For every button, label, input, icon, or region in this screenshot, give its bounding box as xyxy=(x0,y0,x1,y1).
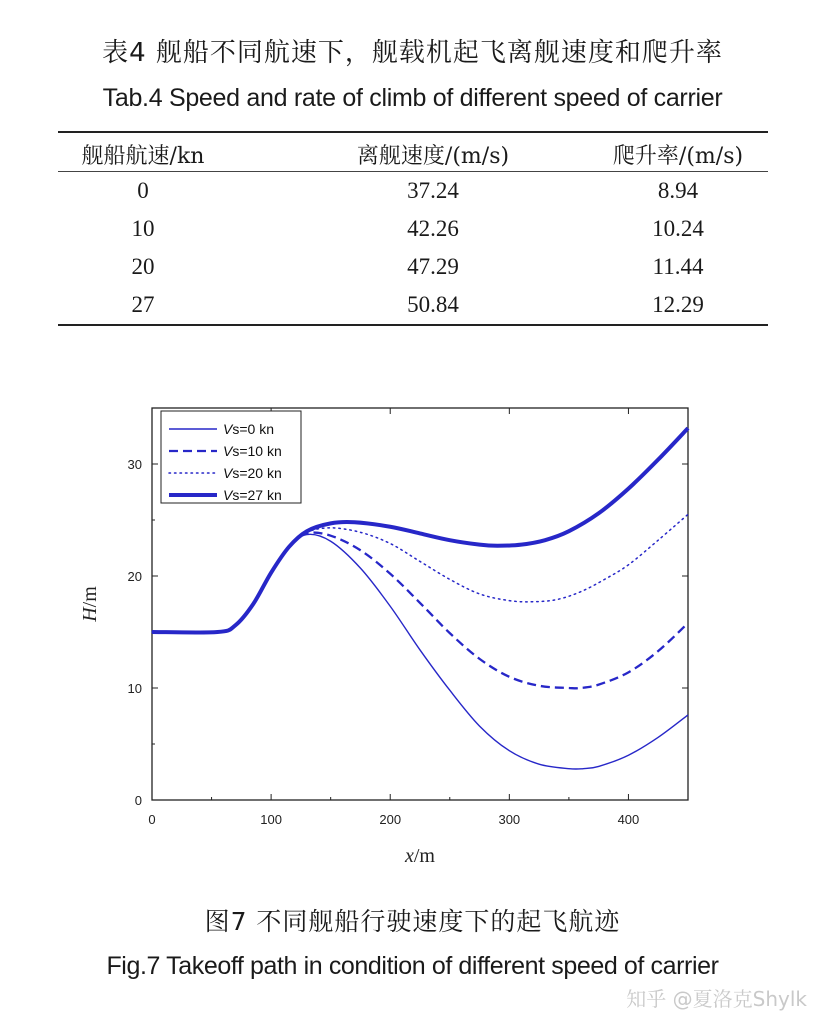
figure-caption-cn: 图7 不同舰船行驶速度下的起飞航迹 xyxy=(204,907,621,936)
legend-label: Vs=20 kn xyxy=(223,465,282,481)
figure-caption-en: Fig.7 Takeoff path in condition of different speed of carrier xyxy=(106,952,719,980)
cell-ship-speed: 10 xyxy=(131,216,155,241)
legend-label: Vs=27 kn xyxy=(223,487,282,503)
series-line-0 xyxy=(152,534,688,769)
table-row xyxy=(58,210,768,248)
legend-label: Vs=10 kn xyxy=(223,443,282,459)
cell-ship-speed: 0 xyxy=(137,178,149,203)
cell-takeoff-speed: 42.26 xyxy=(407,216,459,241)
cell-climb-rate: 8.94 xyxy=(657,178,699,203)
x-tick-label: 100 xyxy=(260,812,282,827)
table-row xyxy=(58,248,768,286)
x-tick-label: 200 xyxy=(379,812,402,827)
table-row xyxy=(58,286,768,324)
cell-climb-rate: 12.29 xyxy=(652,292,704,317)
table-header-row xyxy=(58,133,768,171)
table-title-cn: 表4 舰船不同航速下，舰载机起飞离舰速度和爬升率 xyxy=(102,38,723,68)
cell-climb-rate: 11.44 xyxy=(652,254,704,279)
cell-ship-speed: 20 xyxy=(131,254,155,279)
data-table xyxy=(58,131,768,326)
x-tick-label: 400 xyxy=(617,812,640,827)
y-tick-label: 20 xyxy=(127,569,142,584)
legend-label: Vs=0 kn xyxy=(223,421,274,437)
y-tick-label: 0 xyxy=(134,793,142,808)
x-tick-label: 0 xyxy=(148,812,156,827)
takeoff-path-chart xyxy=(60,395,700,875)
cell-ship-speed: 27 xyxy=(131,292,155,317)
x-tick-label: 300 xyxy=(498,812,521,827)
y-tick-label: 10 xyxy=(127,681,142,696)
table-bottom-rule xyxy=(58,324,768,326)
cell-takeoff-speed: 37.24 xyxy=(407,178,459,203)
y-tick-label: 30 xyxy=(127,457,142,472)
header-ship-speed: 舰船航速/kn xyxy=(81,144,205,169)
y-axis-label: H/m xyxy=(79,586,101,622)
x-axis-label: x/m xyxy=(404,845,436,867)
table-title-en: Tab.4 Speed and rate of climb of different speed of carrier xyxy=(102,84,723,112)
cell-takeoff-speed: 50.84 xyxy=(407,292,459,317)
cell-takeoff-speed: 47.29 xyxy=(407,254,459,279)
cell-climb-rate: 10.24 xyxy=(652,216,704,241)
header-climb-rate: 爬升率/(m/s) xyxy=(612,144,744,169)
table-row xyxy=(58,172,768,210)
header-takeoff-speed: 离舰速度/(m/s) xyxy=(356,144,510,169)
series-line-1 xyxy=(152,533,688,689)
watermark: 知乎 @夏洛克Shylk xyxy=(626,987,807,1011)
